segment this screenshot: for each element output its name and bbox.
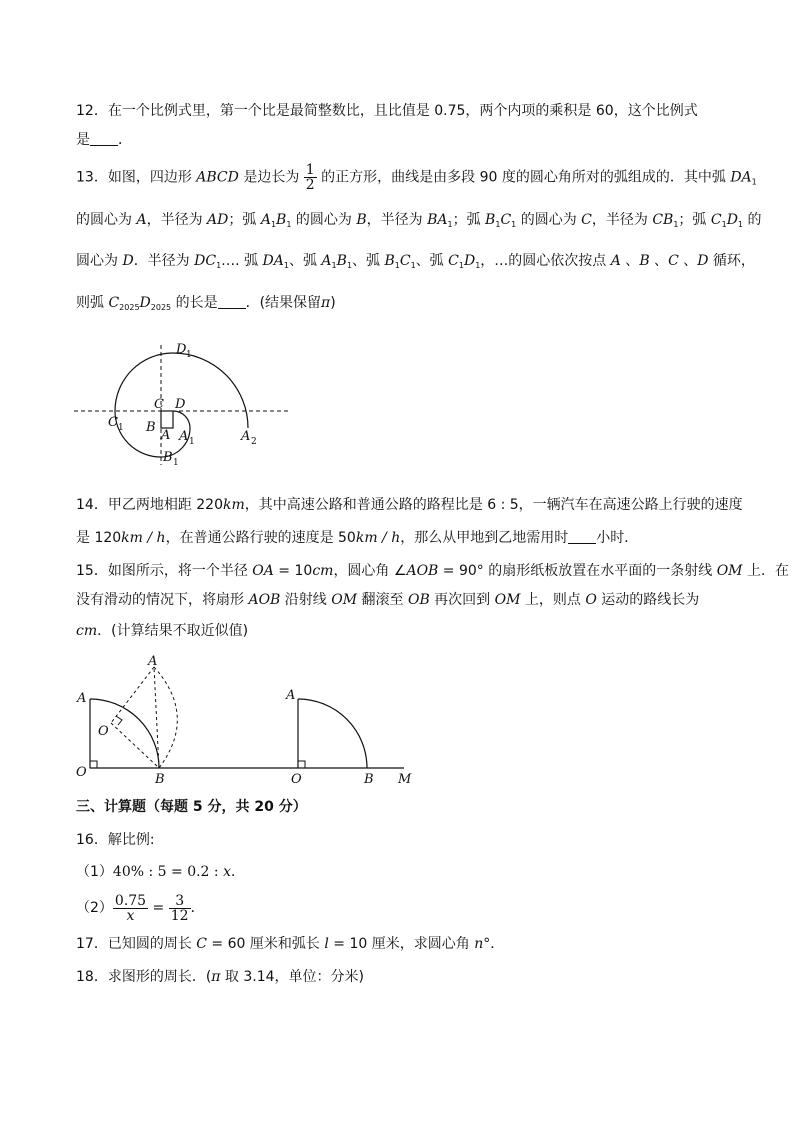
label-sub-1: 1 [186,350,192,360]
label-A-right: A [286,688,296,703]
label-B1: B [163,450,173,465]
q13-line1: 13．如图，四边形 ABCD 是边长为 $\frac{1}{2}$ 的正方形，曲线是由多段 90 度的圆心角所对的弧组成的．其中弧 $DA_1$ [76,162,757,193]
label-C: C [154,397,164,412]
label-A: A [161,428,171,443]
answer-blank[interactable] [90,133,118,146]
label-sub-4: 2 [251,437,257,447]
label-A-rotated: A [148,654,158,669]
q17-line: 17．已知圆的周长 C = 60 厘米和弧长 l = 10 厘米，求圆心角 n°． [76,936,505,952]
q15-line1: 15．如图所示，将一个半径 OA = 10cm，圆心角 ∠AOB = 90° 的扇形纸板放置在水平面的一条射线 OM 上．在 [76,563,789,579]
label-A2: A [241,429,251,444]
section-heading: 三、计算题（每题 5 分，共 20 分） [76,799,307,815]
label-O-left: O [76,765,87,780]
q12-line1: 12．在一个比例式里，第一个比是最简整数比，且比值是 0.75，两个内项的乘积是 60，这个比例式 [76,103,698,119]
answer-blank[interactable] [568,531,596,544]
label-D1: D [176,342,187,357]
q14-line1: 14．甲乙两地相距 220km，其中高速公路和普通公路的路程比是 6 : 5，一辆汽车在高速公路上行驶的速度 [76,497,743,513]
label-A1: A [179,429,189,444]
q12-line2: 是 ． [76,132,132,148]
label-C1: C [108,415,118,430]
label-sub-5: 1 [173,458,179,468]
q15-line3: cm．(计算结果不取近似值) [76,623,249,639]
label-D: D [175,397,186,412]
fraction-3-over-12: $\frac{3}{12}$ [170,892,189,924]
label-B: B [146,420,156,435]
answer-blank[interactable] [218,296,246,309]
label-sub-2: 1 [118,423,124,433]
q13-line3: 圆心为 D．半径为 $DC_1\dots$. 弧 $DA_1$、弧 $A_1B_1$、弧 $B_1C_1$、弧 $C_1D_1$，…的圆心依次按点 A 、B 、C 、D 循环， [76,253,755,270]
label-O-right: O [291,772,302,787]
fraction-one-half: $\frac{1}{2}$ [305,162,315,193]
label-M: M [398,772,412,787]
fraction-0.75-over-x: $\frac{0.75}{x}$ [114,892,147,924]
q18-line: 18．求图形的周长．(π 取 3.14，单位：分米) [76,969,365,985]
q15-line2: 没有滑动的情况下，将扇形 AOB 沿射线 OM 翻滚至 OB 再次回到 OM 上，则点 O 运动的路线长为 [76,592,700,608]
q13-line4: 则弧 $C_{2025}D_{2025}$ 的长是 ．(结果保留π) [76,295,336,312]
label-O-rotated: O [98,724,109,739]
q16-title: 16．解比例: [76,832,155,848]
label-sub-3: 1 [189,437,195,447]
label-B-right: B [364,772,374,787]
q13-line2: 的圆心为 A，半径为 AD；弧 $A_1B_1$ 的圆心为 B，半径为 $BA_1$；弧 $B_1C_1$ 的圆心为 C，半径为 $CB_1$；弧 $C_1D_1$ 的 [76,212,762,229]
q16-part2: （2） $\frac{0.75}{x}$ = $\frac{3}{12}$ ． [76,892,205,924]
sector-rolling-figure [70,652,430,787]
label-B-left: B [155,772,165,787]
q16-part1: （1）40% : 5 = 0.2 : x． [76,864,245,880]
q14-line2: 是 120km / h，在普通公路行驶的速度是 50km / h，那么从甲地到乙地需用时 小时． [76,530,639,546]
label-A-left: A [77,691,87,706]
spiral-arc-figure [70,335,300,475]
